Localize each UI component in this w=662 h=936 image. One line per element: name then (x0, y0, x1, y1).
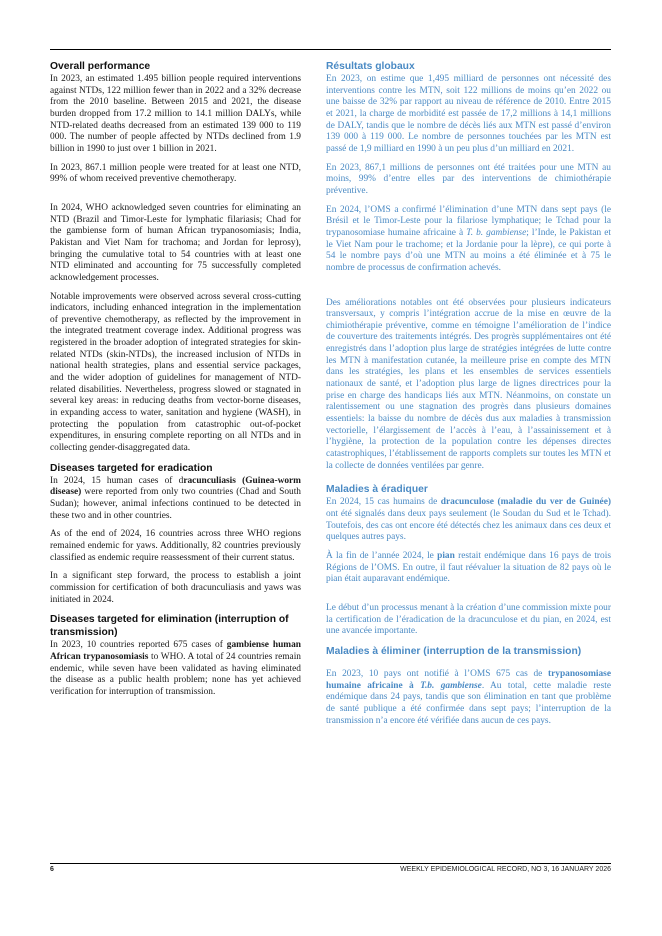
paragraph: En 2024, l’OMS a confirmé l’élimination d’une MTN dans sept pays (le Brésil et le Timor-Leste pour la filariose lymphatique; le Tchad pour la trypanosomiase humaine africaine à T. b. gambiense; l’Inde, le Pakistan et le Viet Nam pour le trachome; et la Jordanie pour la lèpre), ce qui porte à 54 le nombre pays d’où une MTN au moins a été éliminée et à 75 le nombre de processus de confirmation achevés. (326, 204, 611, 273)
paragraph: In 2023, 867.1 million people were treated for at least one NTD, 99% of whom received preventive chemotherapy. (50, 162, 301, 185)
paragraph: À la fin de l’année 2024, le pian restait endémique dans 16 pays de trois Régions de l’OMS. En outre, il faut réévaluer la situation de 82 pays où le pian était auparavant endémique. (326, 550, 611, 585)
paragraph: Des améliorations notables ont été observées pour plusieurs indicateurs transversaux, y compris l’intégration accrue de la mise en œuvre de la chimiothérapie préventive, comme en témoigne l’amélioration de l’indice de couverture des traitements intégrés. Des progrès supplémentaires ont été enregistrés dans l’adoption plus large de stratégies intégrées de lutte contre les MTN à manifestation cutanée, la meilleure prise en compte des MTN dans les stratégies, les plans et les ensembles de services essentiels nationaux de santé, et l’adoption plus large de lignes directrices pour la prise en charge des handicaps liés aux MTN. Néanmoins, on constate un ralentissement ou une stagnation des progrès dans plusieurs domaines essentiels: la baisse du nombre de décès dus aux maladies à transmission vectorielle, l’élargissement de l’accès à l’eau, à l’assainissement et à l’hygiène, la protection de la population contre les dépenses directes catastrophiques, l’établissement de rapports complets sur toutes les MTN et la collecte de données ventilées par genre. (326, 297, 611, 471)
heading-maladies-eradiquer: Maladies à éradiquer (326, 484, 428, 496)
paragraph: Notable improvements were observed across several cross-cutting indicators, including enhanced integration in the implementation of preventive chemotherapy, as reflected by the improvement in the integrated treatment coverage index. Additional progress was registered in the broader adoption of integrated strategies for skin-related NTDs (skin-NTDs), the increased inclusion of NTDs in national health strategies, plans and essential service packages, and the wider adoption of guidelines for management of NTD-related disabilities. Nevertheless, progress slowed or stagnated in several key areas: in reducing deaths from vector-borne diseases, in expanding access to water, sanitation and hygiene (WASH), in protecting the population from catastrophic out-of-pocket expenditures, in ensuring complete reporting on all NTDs and in collecting gender-disaggregated data. (50, 291, 301, 454)
heading-eradication: Diseases targeted for eradication (50, 462, 213, 474)
paragraph: En 2023, 867,1 millions de personnes ont été traitées pour une MTN au moins, 99% d’entre elles par des interventions de chimiothérapie préventive. (326, 162, 611, 196)
paragraph: In 2024, 15 human cases of dracunculiasis (Guinea-worm disease) were reported from only two countries (Chad and South Sudan); however, animal infections continued to be detected in these two and in other countries. (50, 475, 301, 521)
paragraph: En 2023, 10 pays ont notifié à l’OMS 675 cas de trypanosomiase humaine africaine à T.b. gambiense. Au total, cette maladie reste endémique dans 24 pays, tandis que son élimination en tant que problème de santé publique a été confirmée dans sept pays; l’interruption de la transmission n’a encore été vérifiée dans aucun de ces pays. (326, 668, 612, 726)
heading-elimination: Diseases targeted for elimination (interruption of transmission) (50, 614, 289, 639)
bottom-rule (50, 863, 611, 864)
heading-overall-performance: Overall performance (50, 61, 151, 72)
paragraph: In 2023, an estimated 1.495 billion people required interventions against NTDs, 122 million fewer than in 2022 and a 32% decrease from the 2010 baseline. Between 2015 and 2021, the disease burden dropped from 17.2 million to 14.1 million DALYs, while NTD-related deaths decreased from an estimated 139 000 to 119 000. The number of people affected by NTDs declined from 1.9 billion in 1990 to just over 1 billion in 2021. (50, 74, 301, 154)
french-column (326, 60, 611, 734)
top-rule (50, 49, 611, 50)
paragraph: En 2023, on estime que 1,495 milliard de personnes ont nécessité des interventions contre les MTN, soit 122 millions de moins qu’en 2022 ou une baisse de 32% par rapport au niveau de référence de 2010. Entre 2015 et 2021, la charge de morbidité est passée de 17,2 millions à 14,1 millions de DALY, tandis que le nombre de décès liés aux MTN est passé d’environ 139 000 à 119 000. Le nombre de personnes touchées par les MTN est passé de 1,9 milliard en 1990 à un peu plus d’un milliard en 2021. (326, 74, 611, 154)
paragraph: In 2023, 10 countries reported 675 cases of gambiense human African trypanosomiasis to WHO. A total of 24 countries remain endemic, while seven have been validated as having eliminated the disease as a public health problem; none has yet achieved verification for interruption of transmission. (50, 640, 301, 697)
paragraph: In a significant step forward, the process to establish a joint commission for certification of both dracunculiasis and yaws was initiated in 2024. (50, 571, 301, 605)
heading-resultats-globaux: Résultats globaux (326, 61, 415, 72)
page-number: 6 (50, 866, 54, 873)
paragraph: In 2024, WHO acknowledged seven countries for eliminating an NTD (Brazil and Timor-Leste for lymphatic filariasis; Chad for the gambiense form of human African trypanosomiasis; India, Pakistan and Viet Nam for trachoma; and Jordan for leprosy), bringing the cumulative total to 54 countries with at least one NTD eliminated and accounting for 75 successfully completed acknowledgement processes. (50, 202, 301, 283)
paragraph: Le début d’un processus menant à la création d’une commission mixte pour la certification de l’éradication de la dracunculose et du pian, en 2024, est une avancée importante. (326, 602, 611, 637)
journal-running-footer: WEEKLY EPIDEMIOLOGICAL RECORD, NO 3, 16 JANUARY 2026 (400, 866, 611, 873)
english-column (50, 60, 301, 706)
heading-maladies-eliminer: Maladies à éliminer (interruption de la transmission) (326, 645, 582, 657)
paragraph: En 2024, 15 cas humains de dracunculose (maladie du ver de Guinée) ont été signalés dans deux pays seulement (le Soudan du Sud et le Tchad). Toutefois, des cas ont encore été détectés chez les animaux dans ces deux et quelques autres pays. (326, 497, 611, 543)
paragraph: As of the end of 2024, 16 countries across three WHO regions remained endemic for yaws. Additionally, 82 countries previously classified as endemic require reassessment of their current status. (50, 529, 301, 563)
